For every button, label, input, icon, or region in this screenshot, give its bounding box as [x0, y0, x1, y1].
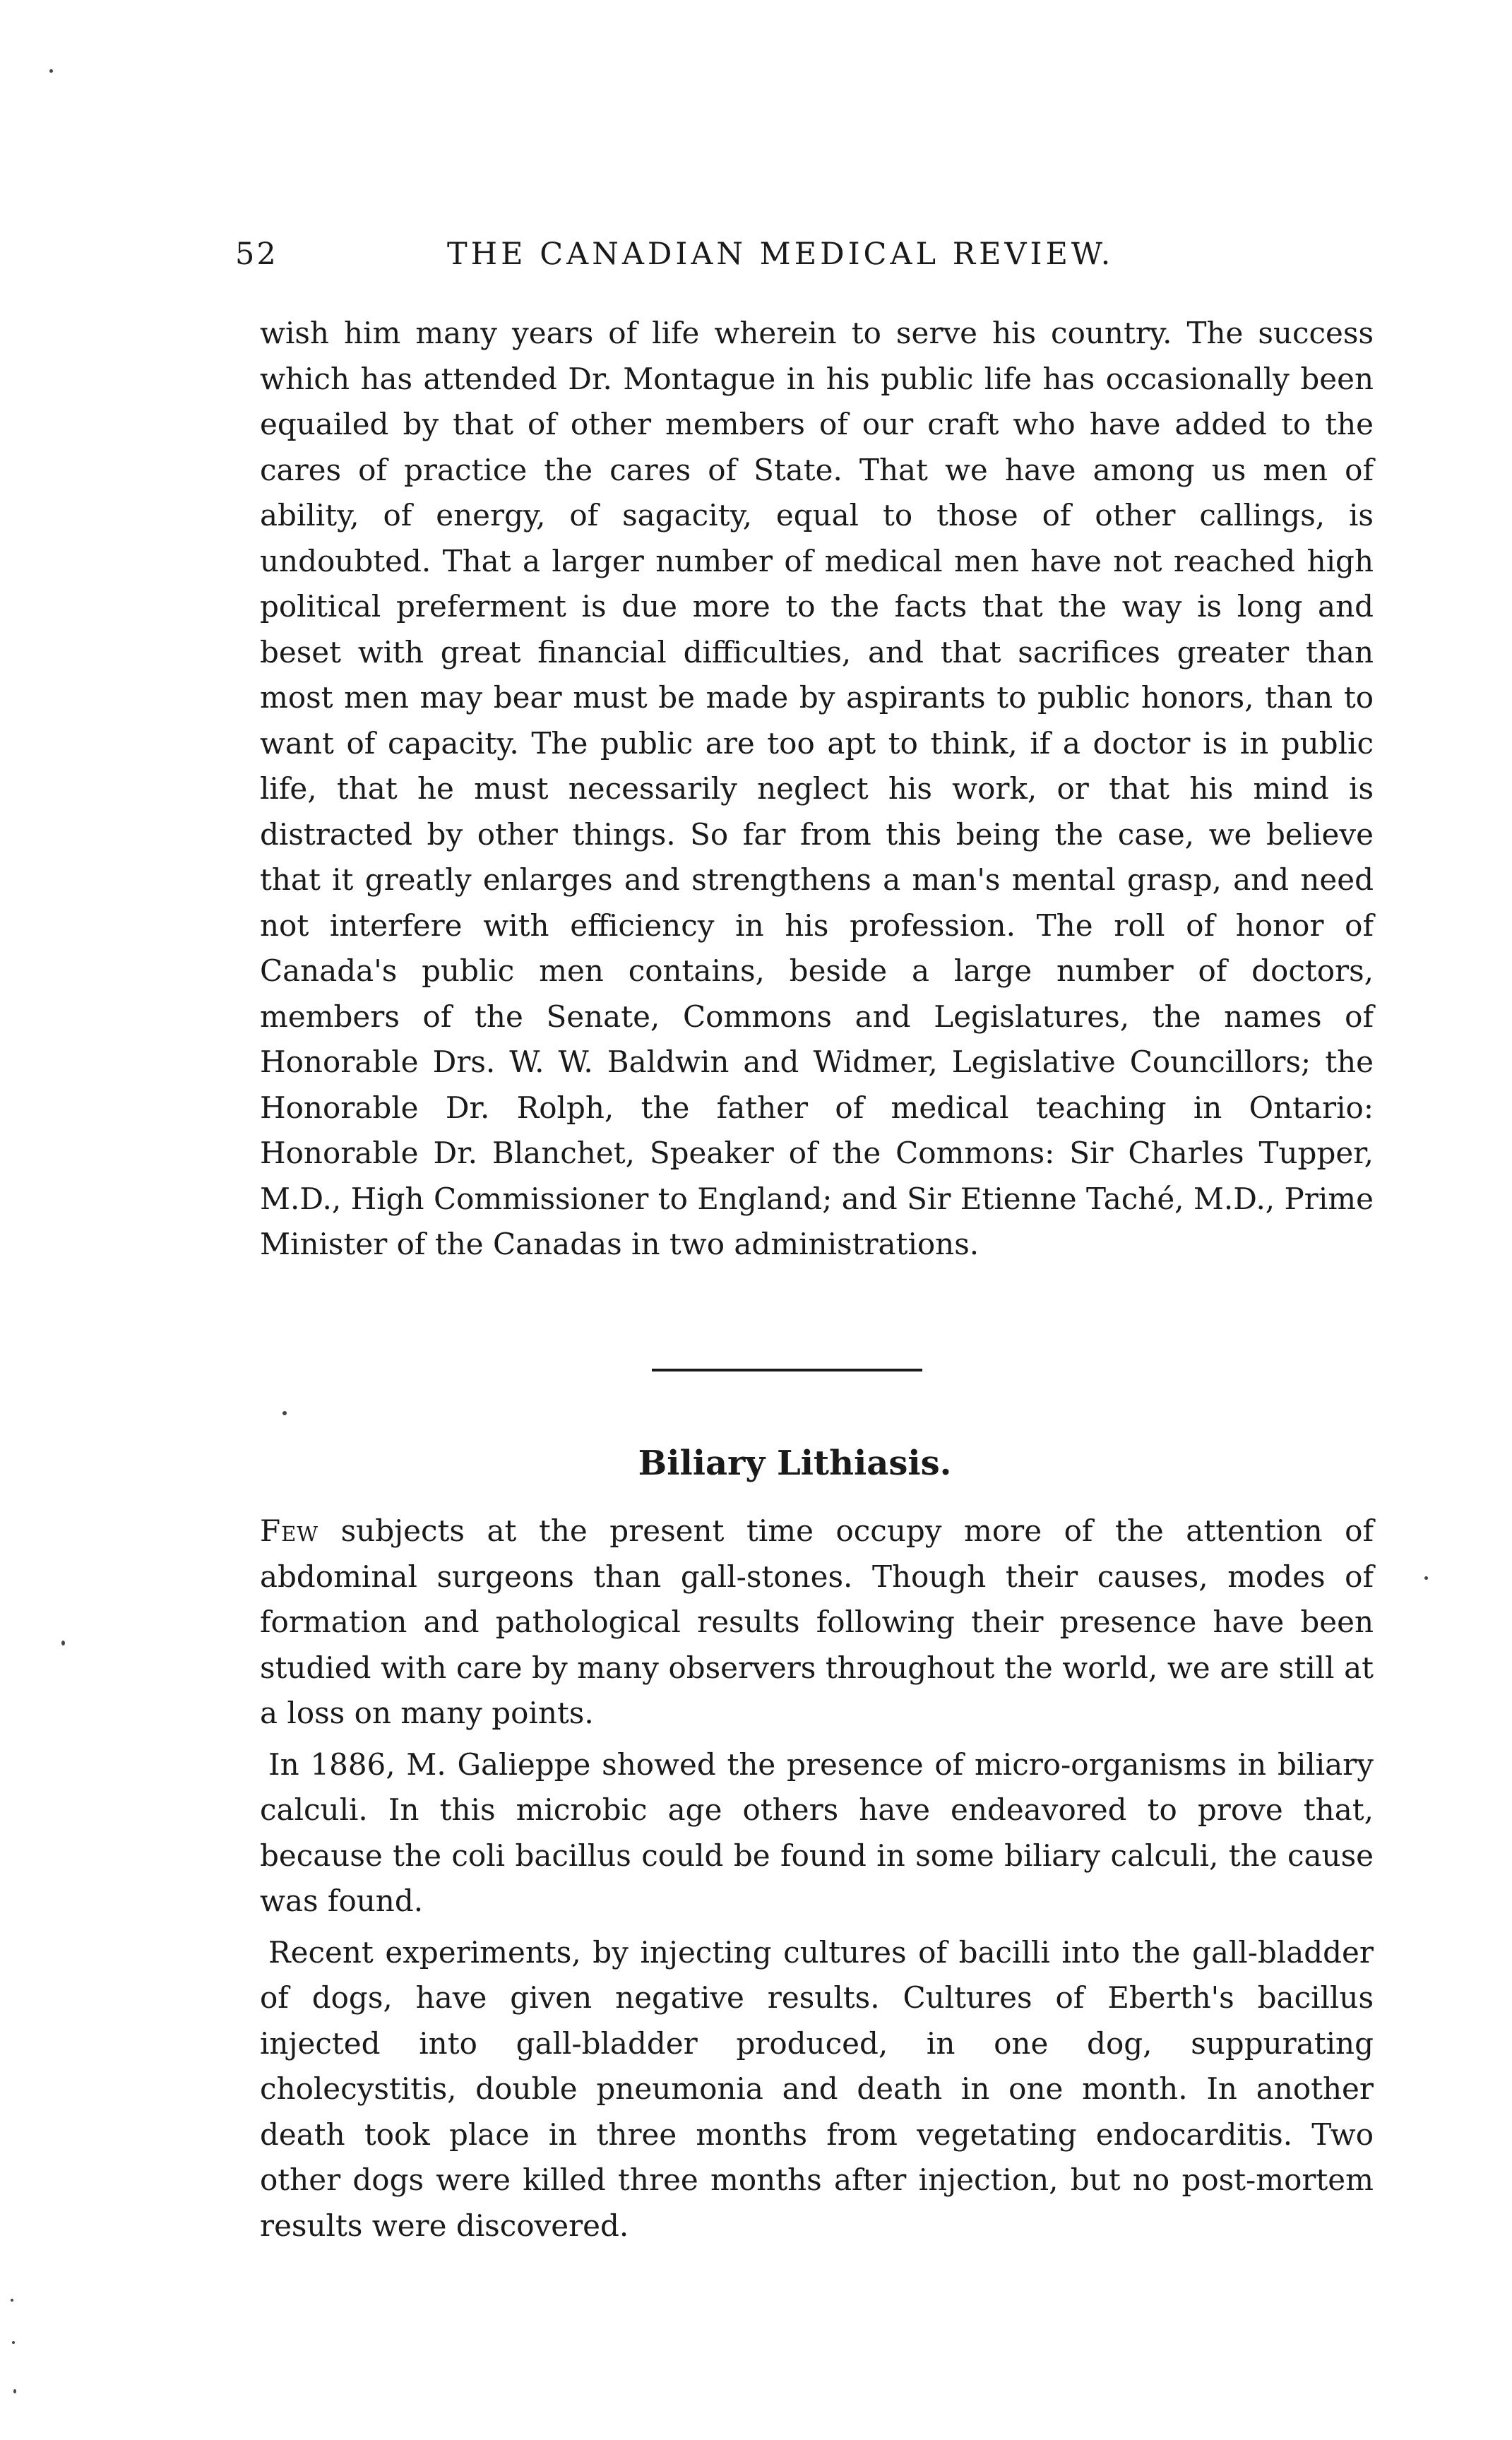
- biliary-lithiasis-article: [260, 1508, 1374, 2254]
- paragraph-1: [260, 1508, 1374, 1737]
- continued-paragraph: wish him many years of life wherein to serve his country. The success which has attended Dr. Montague in his public life has occasionally been equailed by that of other members of our craft who have added to the cares of practice the cares of State. That we have among us men of ability, of energy, of sagacity, equal to those of other callings, is undoubted. That a larger number of medical men have not reached high political preferment is due more to the facts that the way is long and beset with great financial difficulties, and that sacrifices greater than most men may bear must be made by aspirants to public honors, than to want of capacity. The public are too apt to think, if a doctor is in public life, that he must necessarily neglect his work, or that his mind is distracted by other things. So far from this being the case, we believe that it greatly enlarges and strengthens a man's mental grasp, and need not interfere with efficiency in his profession. The roll of honor of Canada's public men contains, beside a large number of doctors, members of the Senate, Commons and Legislatures, the names of Honorable Drs. W. W. Baldwin and Widmer, Legislative Councillors; the Honorable Dr. Rolph, the father of medical teaching in Ontario: Honorable Dr. Blanchet, Speaker of the Commons: Sir Charles Tupper, M.D., High Commissioner to England; and Sir Etienne Taché, M.D., Prime Minister of the Canadas in two administrations.: [260, 316, 1374, 1261]
- paragraph-2: In 1886, M. Galieppe showed the presence of micro-organisms in biliary calculi. In this microbic age others have endeavored to prove that, because the coli bacillus could be found in some biliary calculi, the cause was found.: [260, 1746, 1374, 1918]
- page-number: 52: [235, 237, 278, 272]
- scan-speck: [11, 2299, 13, 2302]
- running-title: THE CANADIAN MEDICAL REVIEW.: [447, 237, 1114, 272]
- scan-speck: [1424, 1576, 1428, 1580]
- scan-speck: [12, 2341, 15, 2344]
- page-header: [235, 233, 1294, 275]
- paragraph-1-text: subjects at the present time occupy more of the attention of abdominal surgeons than gall-stones. Though their causes, modes of formation and pathological results following their presence have been studied with care by many observers throughout the world, we are still at a loss on many points.: [260, 1513, 1374, 1730]
- section-divider: [652, 1369, 922, 1371]
- continued-article: [260, 311, 1374, 1268]
- scan-speck: [49, 69, 53, 73]
- scan-speck: [61, 1641, 65, 1645]
- scan-speck: [282, 1411, 287, 1415]
- paragraph-3: Recent experiments, by injecting cultures of bacilli into the gall-bladder of dogs, have given negative results. Cultures of Eberth's bacillus injected into gall-bladder produced, in one dog, suppurating cholecystitis, double pneumonia and death in one month. In another death took place in three months from vegetating endocarditis. Two other dogs were killed three months after injection, but no post-mortem results were discovered.: [260, 1934, 1374, 2243]
- drop-word: Few: [260, 1513, 319, 1548]
- section-title: Biliary Lithiasis.: [638, 1444, 952, 1483]
- scan-speck: [13, 2389, 16, 2393]
